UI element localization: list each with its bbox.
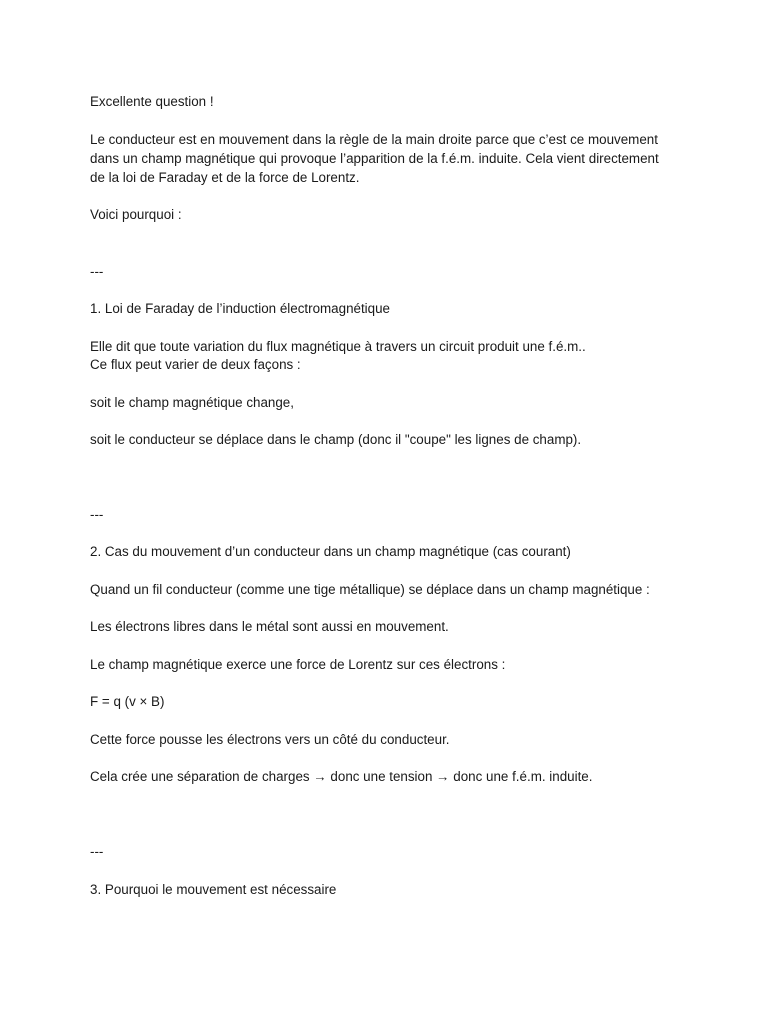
intro-line-2: dans un champ magnétique qui provoque l’apparition de la f.é.m. induite. Cela vient directement bbox=[90, 151, 659, 166]
section2-para-3: Le champ magnétique exerce une force de Lorentz sur ces électrons : bbox=[90, 657, 506, 672]
section1-para-line-1: Elle dit que toute variation du flux magnétique à travers un circuit produit une f.é.m.. bbox=[90, 339, 586, 354]
separator-2: --- bbox=[90, 507, 104, 522]
section3-title: 3. Pourquoi le mouvement est nécessaire bbox=[90, 882, 337, 897]
section2-para-1: Quand un fil conducteur (comme une tige métallique) se déplace dans un champ magnétique : bbox=[90, 582, 650, 597]
section2-para-4: Cette force pousse les électrons vers un côté du conducteur. bbox=[90, 732, 450, 747]
section1-title: 1. Loi de Faraday de l’induction électromagnétique bbox=[90, 301, 390, 316]
section1-para-line-2: Ce flux peut varier de deux façons : bbox=[90, 357, 301, 372]
section2-para-2: Les électrons libres dans le métal sont aussi en mouvement. bbox=[90, 619, 449, 634]
section2-para-5: Cela crée une séparation de charges → donc une tension → donc une f.é.m. induite. bbox=[90, 769, 593, 784]
intro-line-1: Le conducteur est en mouvement dans la règle de la main droite parce que c’est ce mouvement bbox=[90, 132, 658, 147]
section1-option-2: soit le conducteur se déplace dans le champ (donc il "coupe" les lignes de champ). bbox=[90, 432, 582, 447]
separator-3: --- bbox=[90, 844, 104, 859]
section2-title: 2. Cas du mouvement d’un conducteur dans un champ magnétique (cas courant) bbox=[90, 544, 571, 559]
lorentz-formula: F = q (v × B) bbox=[90, 694, 165, 709]
section1-option-1: soit le champ magnétique change, bbox=[90, 395, 294, 410]
separator-1: --- bbox=[90, 264, 104, 279]
greeting-text: Excellente question ! bbox=[90, 94, 214, 109]
lead-in-text: Voici pourquoi : bbox=[90, 207, 182, 222]
intro-line-3: de la loi de Faraday et de la force de Lorentz. bbox=[90, 170, 360, 185]
